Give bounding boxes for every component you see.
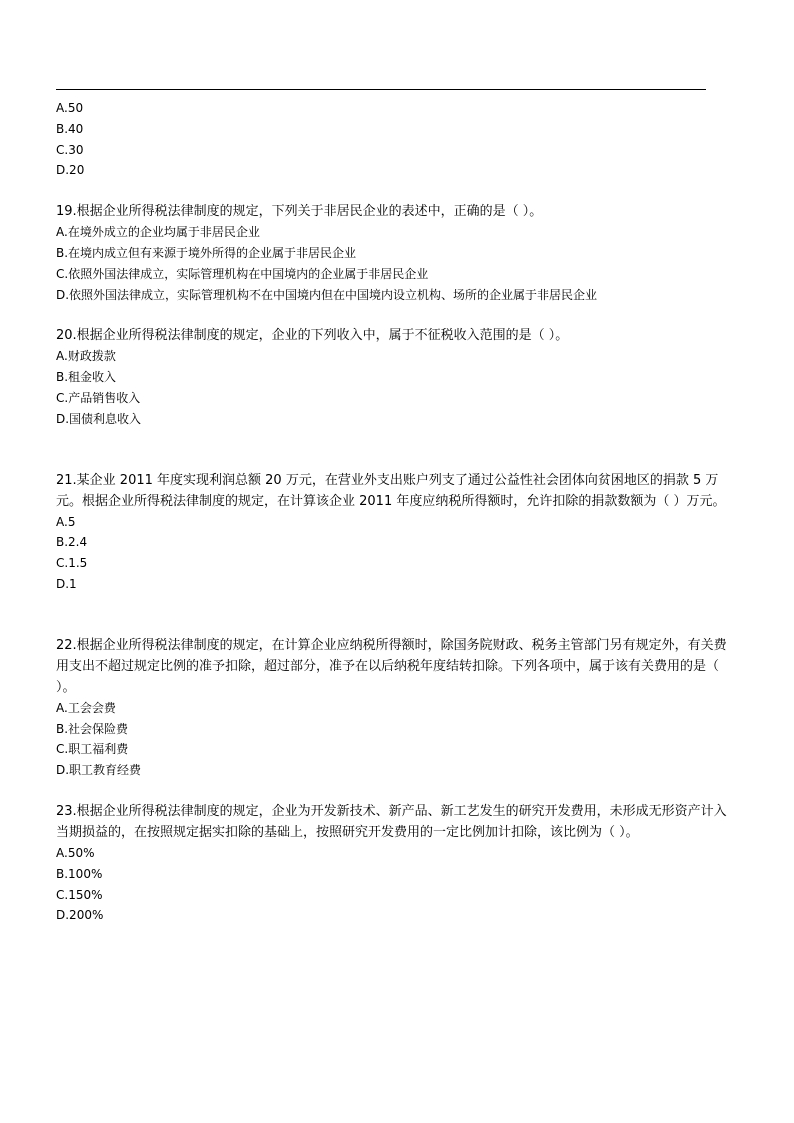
option-c: C.职工福利费: [56, 742, 129, 757]
question-20: [56, 325, 736, 429]
question-stem: 22.根据企业所得税法律制度的规定，在计算企业应纳税所得额时，除国务院财政、税务主管部门另有规定外，有关费用支出不超过规定比例的准予扣除，超过部分，准予在以后纳税年度结转扣除。下列各项中，属于该有关费用的是（ ）。: [56, 637, 727, 695]
prev-question-options: [56, 98, 736, 181]
option-b: B.社会保险费: [56, 721, 129, 736]
option-a: A.工会会费: [56, 700, 116, 715]
option-d: D.国债利息收入: [56, 411, 142, 426]
question-19: [56, 201, 736, 305]
option-a: A.50: [56, 101, 84, 115]
spacer: [56, 430, 736, 470]
option-c: C.150%: [56, 887, 103, 902]
option-c: C.30: [56, 142, 84, 157]
option-b: B.在境内成立但有来源于境外所得的企业属于非居民企业: [56, 245, 357, 260]
option-d: D.依照外国法律成立，实际管理机构不在中国境内但在中国境内设立机构、场所的企业属于非居民企业: [56, 287, 598, 302]
question-stem: 19.根据企业所得税法律制度的规定，下列关于非居民企业的表述中，正确的是（ ）。: [56, 204, 543, 220]
question-stem: 23.根据企业所得税法律制度的规定，企业为开发新技术、新产品、新工艺发生的研究开发费用，未形成无形资产计入当期损益的，在按照规定据实扣除的基础上，按照研究开发费用的一定比例加计扣除，该比例为（ ）。: [56, 803, 727, 840]
option-d: D.200%: [56, 908, 104, 923]
option-c: C.依照外国法律成立，实际管理机构在中国境内的企业属于非居民企业: [56, 266, 429, 281]
option-a: A.50%: [56, 845, 95, 860]
question-22: [56, 635, 736, 781]
option-c: C.产品销售收入: [56, 390, 141, 405]
option-d: D.职工教育经费: [56, 763, 142, 778]
option-a: A.5: [56, 514, 76, 529]
option-b: B.100%: [56, 866, 103, 881]
option-a: A.财政拨款: [56, 349, 116, 364]
spacer: [56, 595, 736, 635]
question-stem: 21.某企业 2011 年度实现利润总额 20 万元，在营业外支出账户列支了通过公益性社会团体向贫困地区的捐款 5 万元。根据企业所得税法律制度的规定，在计算该企业 2011 年度应纳税所得额时，允许扣除的捐款数额为（ ）万元。: [56, 472, 726, 509]
option-d: D.20: [56, 163, 85, 178]
header-rule: [56, 89, 706, 90]
spacer: [56, 781, 736, 801]
spacer: [56, 305, 736, 325]
option-a: A.在境外成立的企业均属于非居民企业: [56, 225, 260, 240]
question-stem: 20.根据企业所得税法律制度的规定，企业的下列收入中，属于不征税收入范围的是（ ）。: [56, 328, 569, 344]
question-21: [56, 470, 736, 595]
question-list: [56, 98, 736, 926]
spacer: [56, 181, 736, 201]
question-23: [56, 801, 736, 926]
option-b: B.2.4: [56, 535, 88, 550]
option-b: B.40: [56, 121, 84, 136]
option-b: B.租金收入: [56, 370, 117, 385]
option-d: D.1: [56, 576, 77, 591]
option-c: C.1.5: [56, 556, 88, 571]
